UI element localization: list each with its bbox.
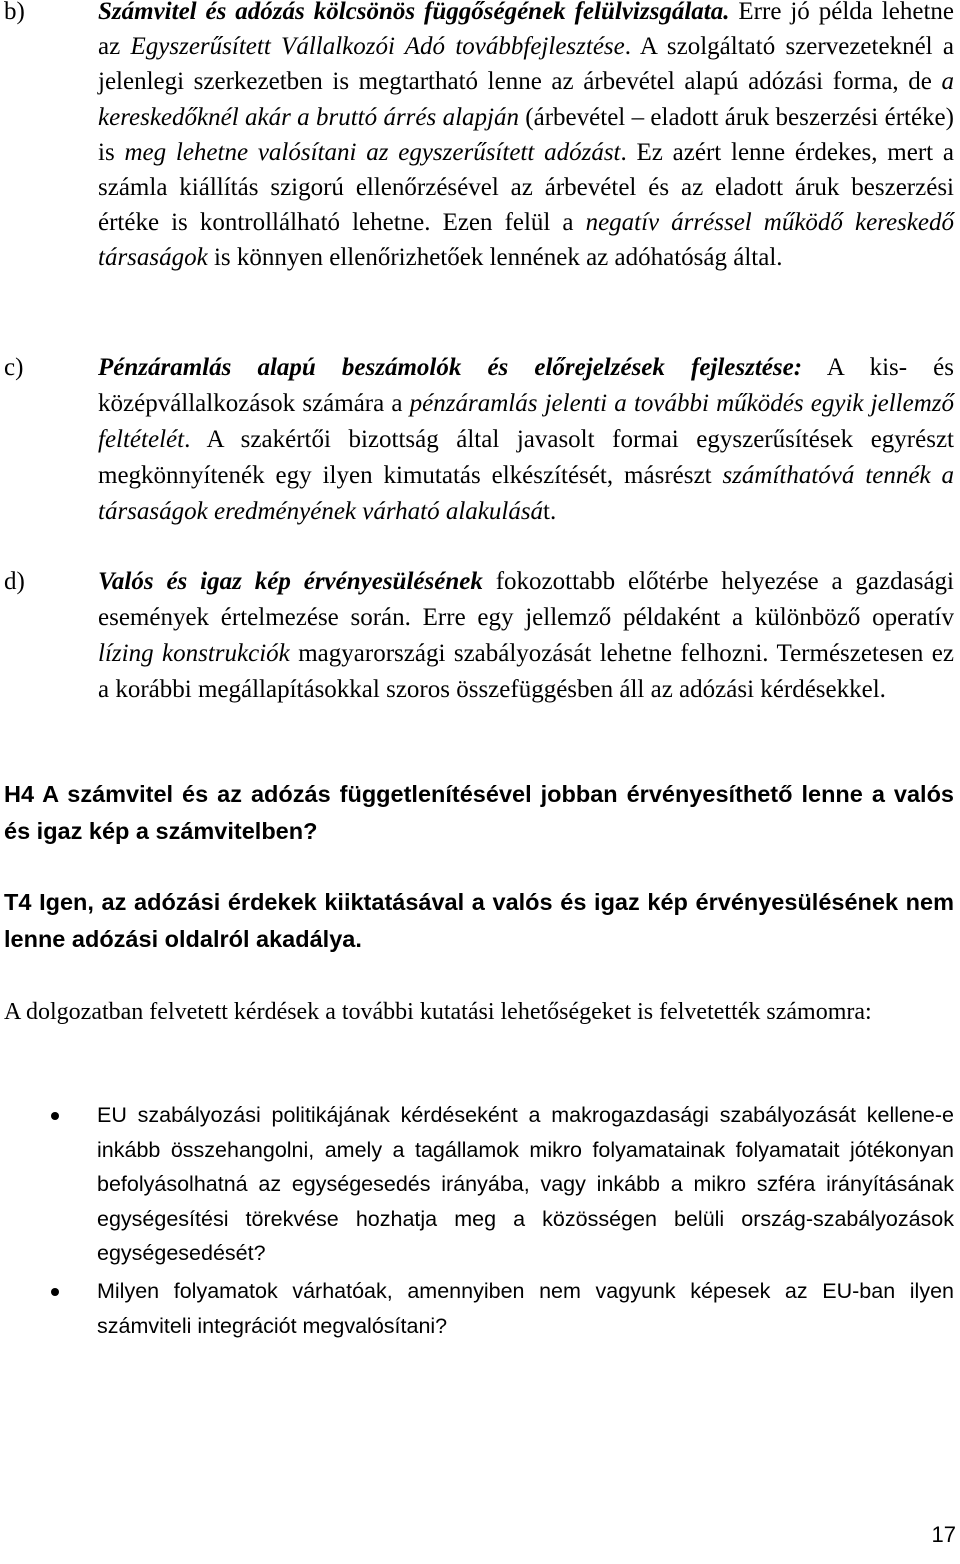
text-run: Erre jó példa lehetne az (98, 0, 954, 61)
page-number: 17 (931, 1522, 956, 1547)
bullet-icon (51, 1112, 59, 1120)
emphasis-run: a kereskedőknél akár a bruttó árrés alapján (98, 68, 954, 131)
text-run: . Ez azért lenne érdekes, mert a számla kiállítás szigorú ellenőrzésével az árbevétel és az eladott áruk beszerzési értéke is kontrollálható lehetne. Ezen felül a (98, 138, 954, 237)
list-item-text (98, 0, 954, 276)
text-run: magyarországi szabályozását lehetne felhozni. Természetesen ez a korábbi megállapításokkal szoros összefüggésben áll az adózási kérdésekkel. (98, 640, 954, 703)
list-marker: c) (4, 354, 24, 381)
item-d-title: Valós és igaz kép érvényesülésének (98, 568, 483, 595)
list-item-text (98, 564, 954, 708)
text-run: t. (543, 498, 557, 525)
bullet-text: Milyen folyamatok várhatóak, amennyiben nem vagyunk képesek az EU-ban ilyen számviteli integrációt megvalósítani? (97, 1279, 954, 1338)
hypothesis-h4: H4 A számvitel és az adózás függetlenítésével jobban érvényesíthető lenne a valós és igaz kép a számvitelben? (4, 781, 954, 844)
item-b-title: Számvitel és adózás kölcsönös függőségének felülvizsgálata. (98, 0, 730, 25)
text-run: is könnyen ellenőrizhetőek lennének az adóhatóság által. (207, 244, 783, 272)
text-run: . A szakértői bizottság által javasolt formai egyszerűsítések egyrészt megkönnyítenék egy ilyen kimutatás elkészítését, másrészt (98, 426, 954, 489)
text-run: fokozottabb előtérbe helyezése a gazdasági események értelmezése során. Erre egy jellemző példaként a különböző operatív (98, 568, 954, 631)
emphasis-run: lízing konstrukciók (98, 640, 290, 667)
intro-paragraph: A dolgozatban felvetett kérdések a további kutatási lehetőségeket is felvetették számomra: (4, 999, 872, 1025)
text-run: A kis- és középvállalkozások számára a (98, 354, 954, 417)
emphasis-run: számíthatóvá tennék a társaságok eredményének várható alakulásá (98, 462, 954, 525)
list-marker: b) (4, 0, 25, 25)
list-marker: d) (4, 568, 25, 595)
text-run: . A szolgáltató szervezeteknél a jelenlegi szerkezetben is megtartható lenne az árbevétel alapú adózási forma, de (98, 33, 954, 96)
emphasis-run: negatív árréssel működő kereskedő társaságok (98, 209, 954, 272)
text-run: (árbevétel – eladott áruk beszerzési értéke) is (98, 103, 954, 166)
emphasis-run: Egyszerűsített Vállalkozói Adó továbbfejlesztése (130, 33, 625, 61)
item-c-title: Pénzáramlás alapú beszámolók és előrejelzések fejlesztése: (98, 354, 803, 381)
bullet-text: EU szabályozási politikájának kérdéseként a makrogazdasági szabályozását kellene-e inkább összehangolni, amely a tagállamok mikro folyamatainak folyamatait jótékonyan befolyásolhatná az egységesedés irányába, vagy inkább a mikro szféra irányításának egységesítési törekvése hozhatja meg a közösségen belüli ország-szabályozások egységesedését? (97, 1103, 954, 1265)
emphasis-run: pénzáramlás jelenti a további működés egyik jellemző feltételét (98, 390, 954, 453)
emphasis-run: meg lehetne valósítani az egyszerűsített adózást (124, 138, 621, 166)
bullet-icon (51, 1288, 59, 1296)
list-item-text (98, 350, 954, 530)
thesis-t4: T4 Igen, az adózási érdekek kiiktatásával a valós és igaz kép érvényesülésének nem lenne adózási oldalról akadálya. (4, 889, 954, 952)
